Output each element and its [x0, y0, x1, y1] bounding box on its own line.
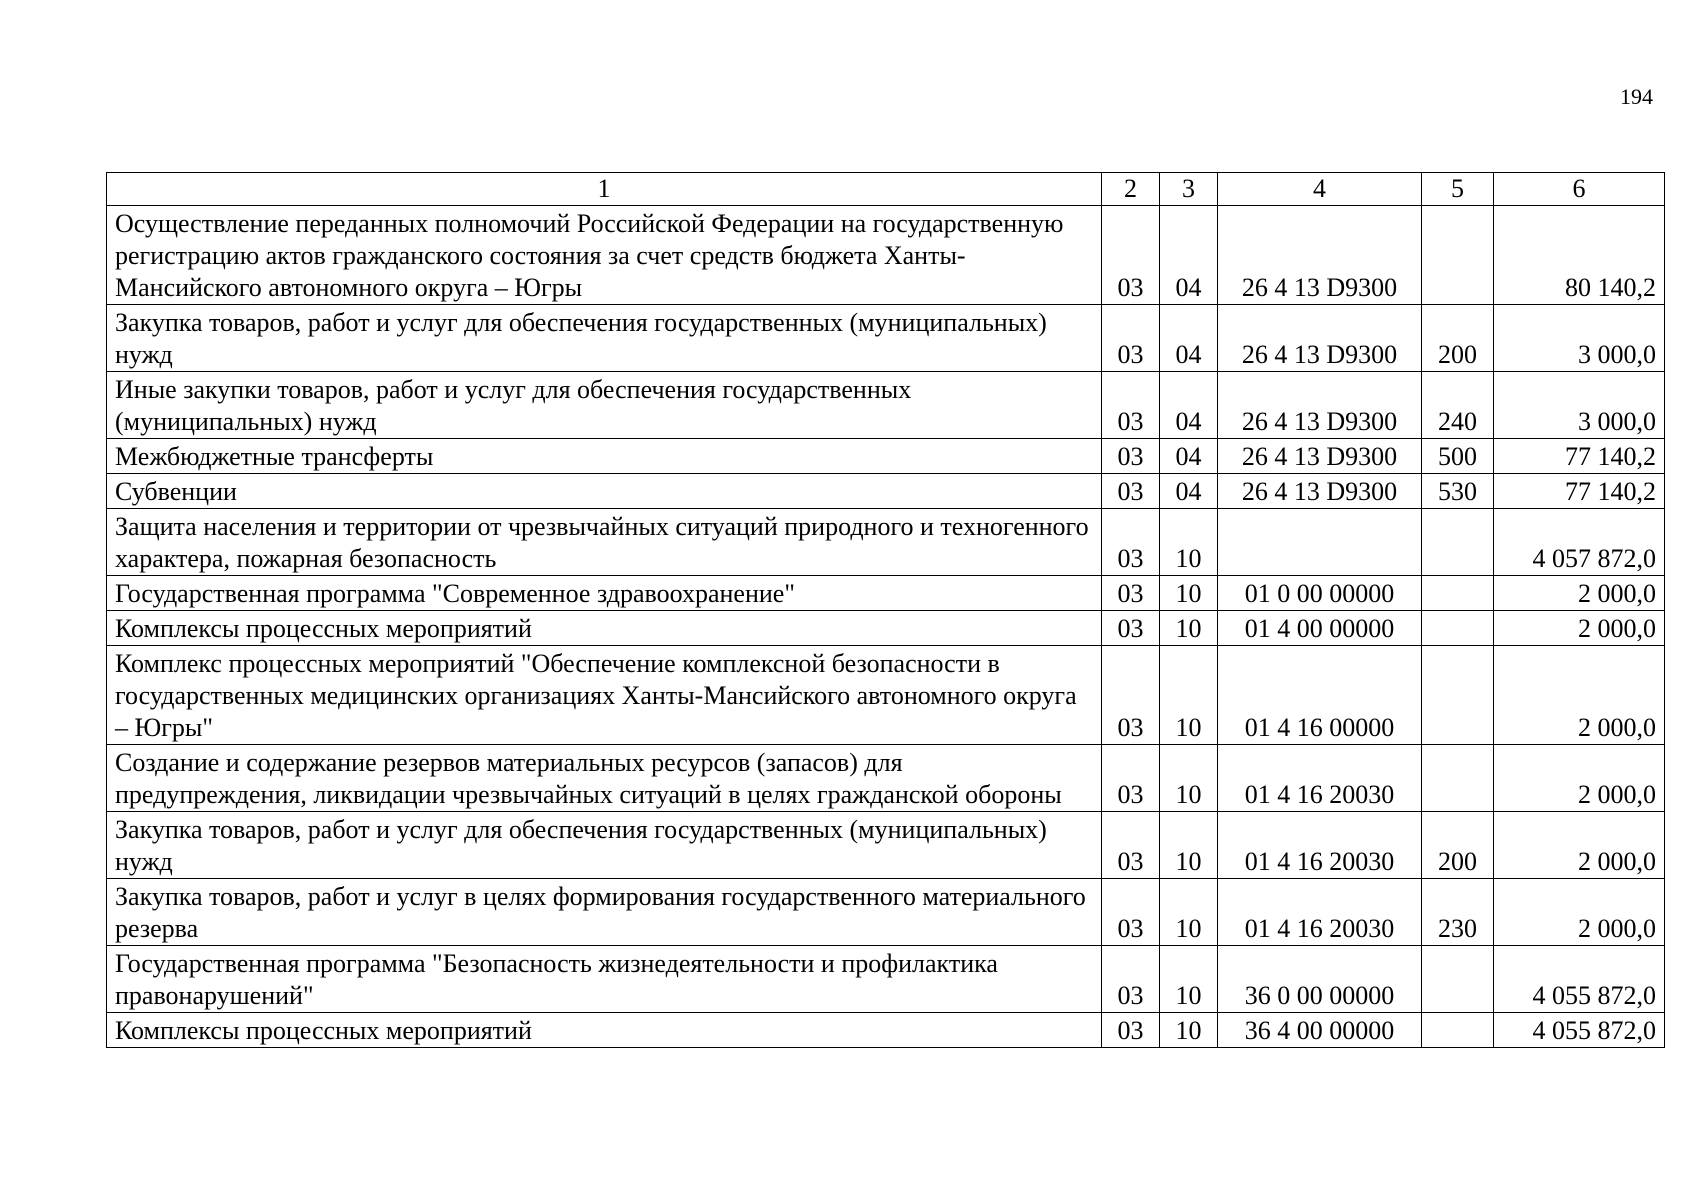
section-code-cell: 03 — [1102, 646, 1160, 745]
section-code-cell: 03 — [1102, 206, 1160, 305]
expense-type-code-cell: 200 — [1422, 305, 1494, 372]
budget-table — [106, 172, 1665, 1048]
column-header: 4 — [1218, 173, 1422, 206]
expense-type-code-cell — [1422, 206, 1494, 305]
expense-type-code-cell — [1422, 1013, 1494, 1048]
target-item-code-cell: 36 4 00 00000 — [1218, 1013, 1422, 1048]
row-name-cell: Создание и содержание резервов материальных ресурсов (запасов) для предупреждения, ликвидации чрезвычайных ситуаций в целях гражданской обороны — [107, 745, 1102, 812]
table-row — [107, 509, 1665, 576]
row-name-cell: Комплексы процессных мероприятий — [107, 1013, 1102, 1048]
table-header-row — [107, 173, 1665, 206]
target-item-code-cell: 01 4 16 20030 — [1218, 812, 1422, 879]
table-row — [107, 439, 1665, 474]
section-code-cell: 03 — [1102, 946, 1160, 1013]
amount-cell: 4 055 872,0 — [1494, 1013, 1665, 1048]
subsection-code-cell: 10 — [1160, 1013, 1218, 1048]
table-row — [107, 576, 1665, 611]
expense-type-code-cell — [1422, 611, 1494, 646]
target-item-code-cell: 26 4 13 D9300 — [1218, 206, 1422, 305]
row-name-cell: Межбюджетные трансферты — [107, 439, 1102, 474]
subsection-code-cell: 10 — [1160, 946, 1218, 1013]
expense-type-code-cell — [1422, 646, 1494, 745]
row-name-cell: Иные закупки товаров, работ и услуг для обеспечения государственных (муниципальных) нужд — [107, 372, 1102, 439]
table-row — [107, 879, 1665, 946]
column-header: 3 — [1160, 173, 1218, 206]
amount-cell: 2 000,0 — [1494, 576, 1665, 611]
subsection-code-cell: 10 — [1160, 611, 1218, 646]
amount-cell: 2 000,0 — [1494, 879, 1665, 946]
amount-cell: 3 000,0 — [1494, 305, 1665, 372]
amount-cell: 4 057 872,0 — [1494, 509, 1665, 576]
expense-type-code-cell — [1422, 946, 1494, 1013]
row-name-cell: Комплексы процессных мероприятий — [107, 611, 1102, 646]
table-row — [107, 1013, 1665, 1048]
amount-cell: 2 000,0 — [1494, 745, 1665, 812]
table-row — [107, 646, 1665, 745]
section-code-cell: 03 — [1102, 439, 1160, 474]
subsection-code-cell: 04 — [1160, 206, 1218, 305]
target-item-code-cell: 36 0 00 00000 — [1218, 946, 1422, 1013]
target-item-code-cell: 26 4 13 D9300 — [1218, 474, 1422, 509]
target-item-code-cell: 01 0 00 00000 — [1218, 576, 1422, 611]
section-code-cell: 03 — [1102, 372, 1160, 439]
row-name-cell: Закупка товаров, работ и услуг в целях формирования государственного материального резерва — [107, 879, 1102, 946]
expense-type-code-cell: 230 — [1422, 879, 1494, 946]
amount-cell: 2 000,0 — [1494, 611, 1665, 646]
expense-type-code-cell: 530 — [1422, 474, 1494, 509]
section-code-cell: 03 — [1102, 1013, 1160, 1048]
amount-cell: 2 000,0 — [1494, 646, 1665, 745]
section-code-cell: 03 — [1102, 879, 1160, 946]
table-row — [107, 206, 1665, 305]
section-code-cell: 03 — [1102, 509, 1160, 576]
target-item-code-cell: 01 4 16 20030 — [1218, 879, 1422, 946]
expense-type-code-cell: 500 — [1422, 439, 1494, 474]
subsection-code-cell: 10 — [1160, 509, 1218, 576]
expense-type-code-cell — [1422, 745, 1494, 812]
expense-type-code-cell — [1422, 576, 1494, 611]
section-code-cell: 03 — [1102, 745, 1160, 812]
section-code-cell: 03 — [1102, 611, 1160, 646]
target-item-code-cell: 26 4 13 D9300 — [1218, 439, 1422, 474]
column-header: 6 — [1494, 173, 1665, 206]
page-number: 194 — [1620, 84, 1653, 109]
row-name-cell: Государственная программа "Современное здравоохранение" — [107, 576, 1102, 611]
row-name-cell: Закупка товаров, работ и услуг для обеспечения государственных (муниципальных) нужд — [107, 305, 1102, 372]
row-name-cell: Государственная программа "Безопасность жизнедеятельности и профилактика правонарушений" — [107, 946, 1102, 1013]
amount-cell: 77 140,2 — [1494, 474, 1665, 509]
expense-type-code-cell — [1422, 509, 1494, 576]
row-name-cell: Закупка товаров, работ и услуг для обеспечения государственных (муниципальных) нужд — [107, 812, 1102, 879]
section-code-cell: 03 — [1102, 474, 1160, 509]
table-row — [107, 812, 1665, 879]
subsection-code-cell: 04 — [1160, 305, 1218, 372]
subsection-code-cell: 10 — [1160, 879, 1218, 946]
subsection-code-cell: 04 — [1160, 439, 1218, 474]
subsection-code-cell: 04 — [1160, 474, 1218, 509]
subsection-code-cell: 10 — [1160, 576, 1218, 611]
column-header: 1 — [107, 173, 1102, 206]
table-row — [107, 372, 1665, 439]
subsection-code-cell: 10 — [1160, 745, 1218, 812]
expense-type-code-cell: 240 — [1422, 372, 1494, 439]
table-row — [107, 745, 1665, 812]
target-item-code-cell: 26 4 13 D9300 — [1218, 372, 1422, 439]
amount-cell: 80 140,2 — [1494, 206, 1665, 305]
row-name-cell: Осуществление переданных полномочий Российской Федерации на государственную регистрацию актов гражданского состояния за счет средств бюджета Ханты-Мансийского автономного округа – Югры — [107, 206, 1102, 305]
section-code-cell: 03 — [1102, 305, 1160, 372]
expense-type-code-cell: 200 — [1422, 812, 1494, 879]
section-code-cell: 03 — [1102, 812, 1160, 879]
row-name-cell: Комплекс процессных мероприятий "Обеспечение комплексной безопасности в государственных медицинских организациях Ханты-Мансийского автономного округа – Югры" — [107, 646, 1102, 745]
subsection-code-cell: 10 — [1160, 812, 1218, 879]
section-code-cell: 03 — [1102, 576, 1160, 611]
amount-cell: 77 140,2 — [1494, 439, 1665, 474]
target-item-code-cell: 01 4 00 00000 — [1218, 611, 1422, 646]
table-row — [107, 474, 1665, 509]
table-row — [107, 611, 1665, 646]
amount-cell: 3 000,0 — [1494, 372, 1665, 439]
target-item-code-cell: 01 4 16 20030 — [1218, 745, 1422, 812]
table-row — [107, 946, 1665, 1013]
target-item-code-cell: 01 4 16 00000 — [1218, 646, 1422, 745]
row-name-cell: Субвенции — [107, 474, 1102, 509]
column-header: 2 — [1102, 173, 1160, 206]
table-row — [107, 305, 1665, 372]
subsection-code-cell: 10 — [1160, 646, 1218, 745]
amount-cell: 2 000,0 — [1494, 812, 1665, 879]
row-name-cell: Защита населения и территории от чрезвычайных ситуаций природного и техногенного характера, пожарная безопасность — [107, 509, 1102, 576]
column-header: 5 — [1422, 173, 1494, 206]
subsection-code-cell: 04 — [1160, 372, 1218, 439]
target-item-code-cell: 26 4 13 D9300 — [1218, 305, 1422, 372]
amount-cell: 4 055 872,0 — [1494, 946, 1665, 1013]
target-item-code-cell — [1218, 509, 1422, 576]
